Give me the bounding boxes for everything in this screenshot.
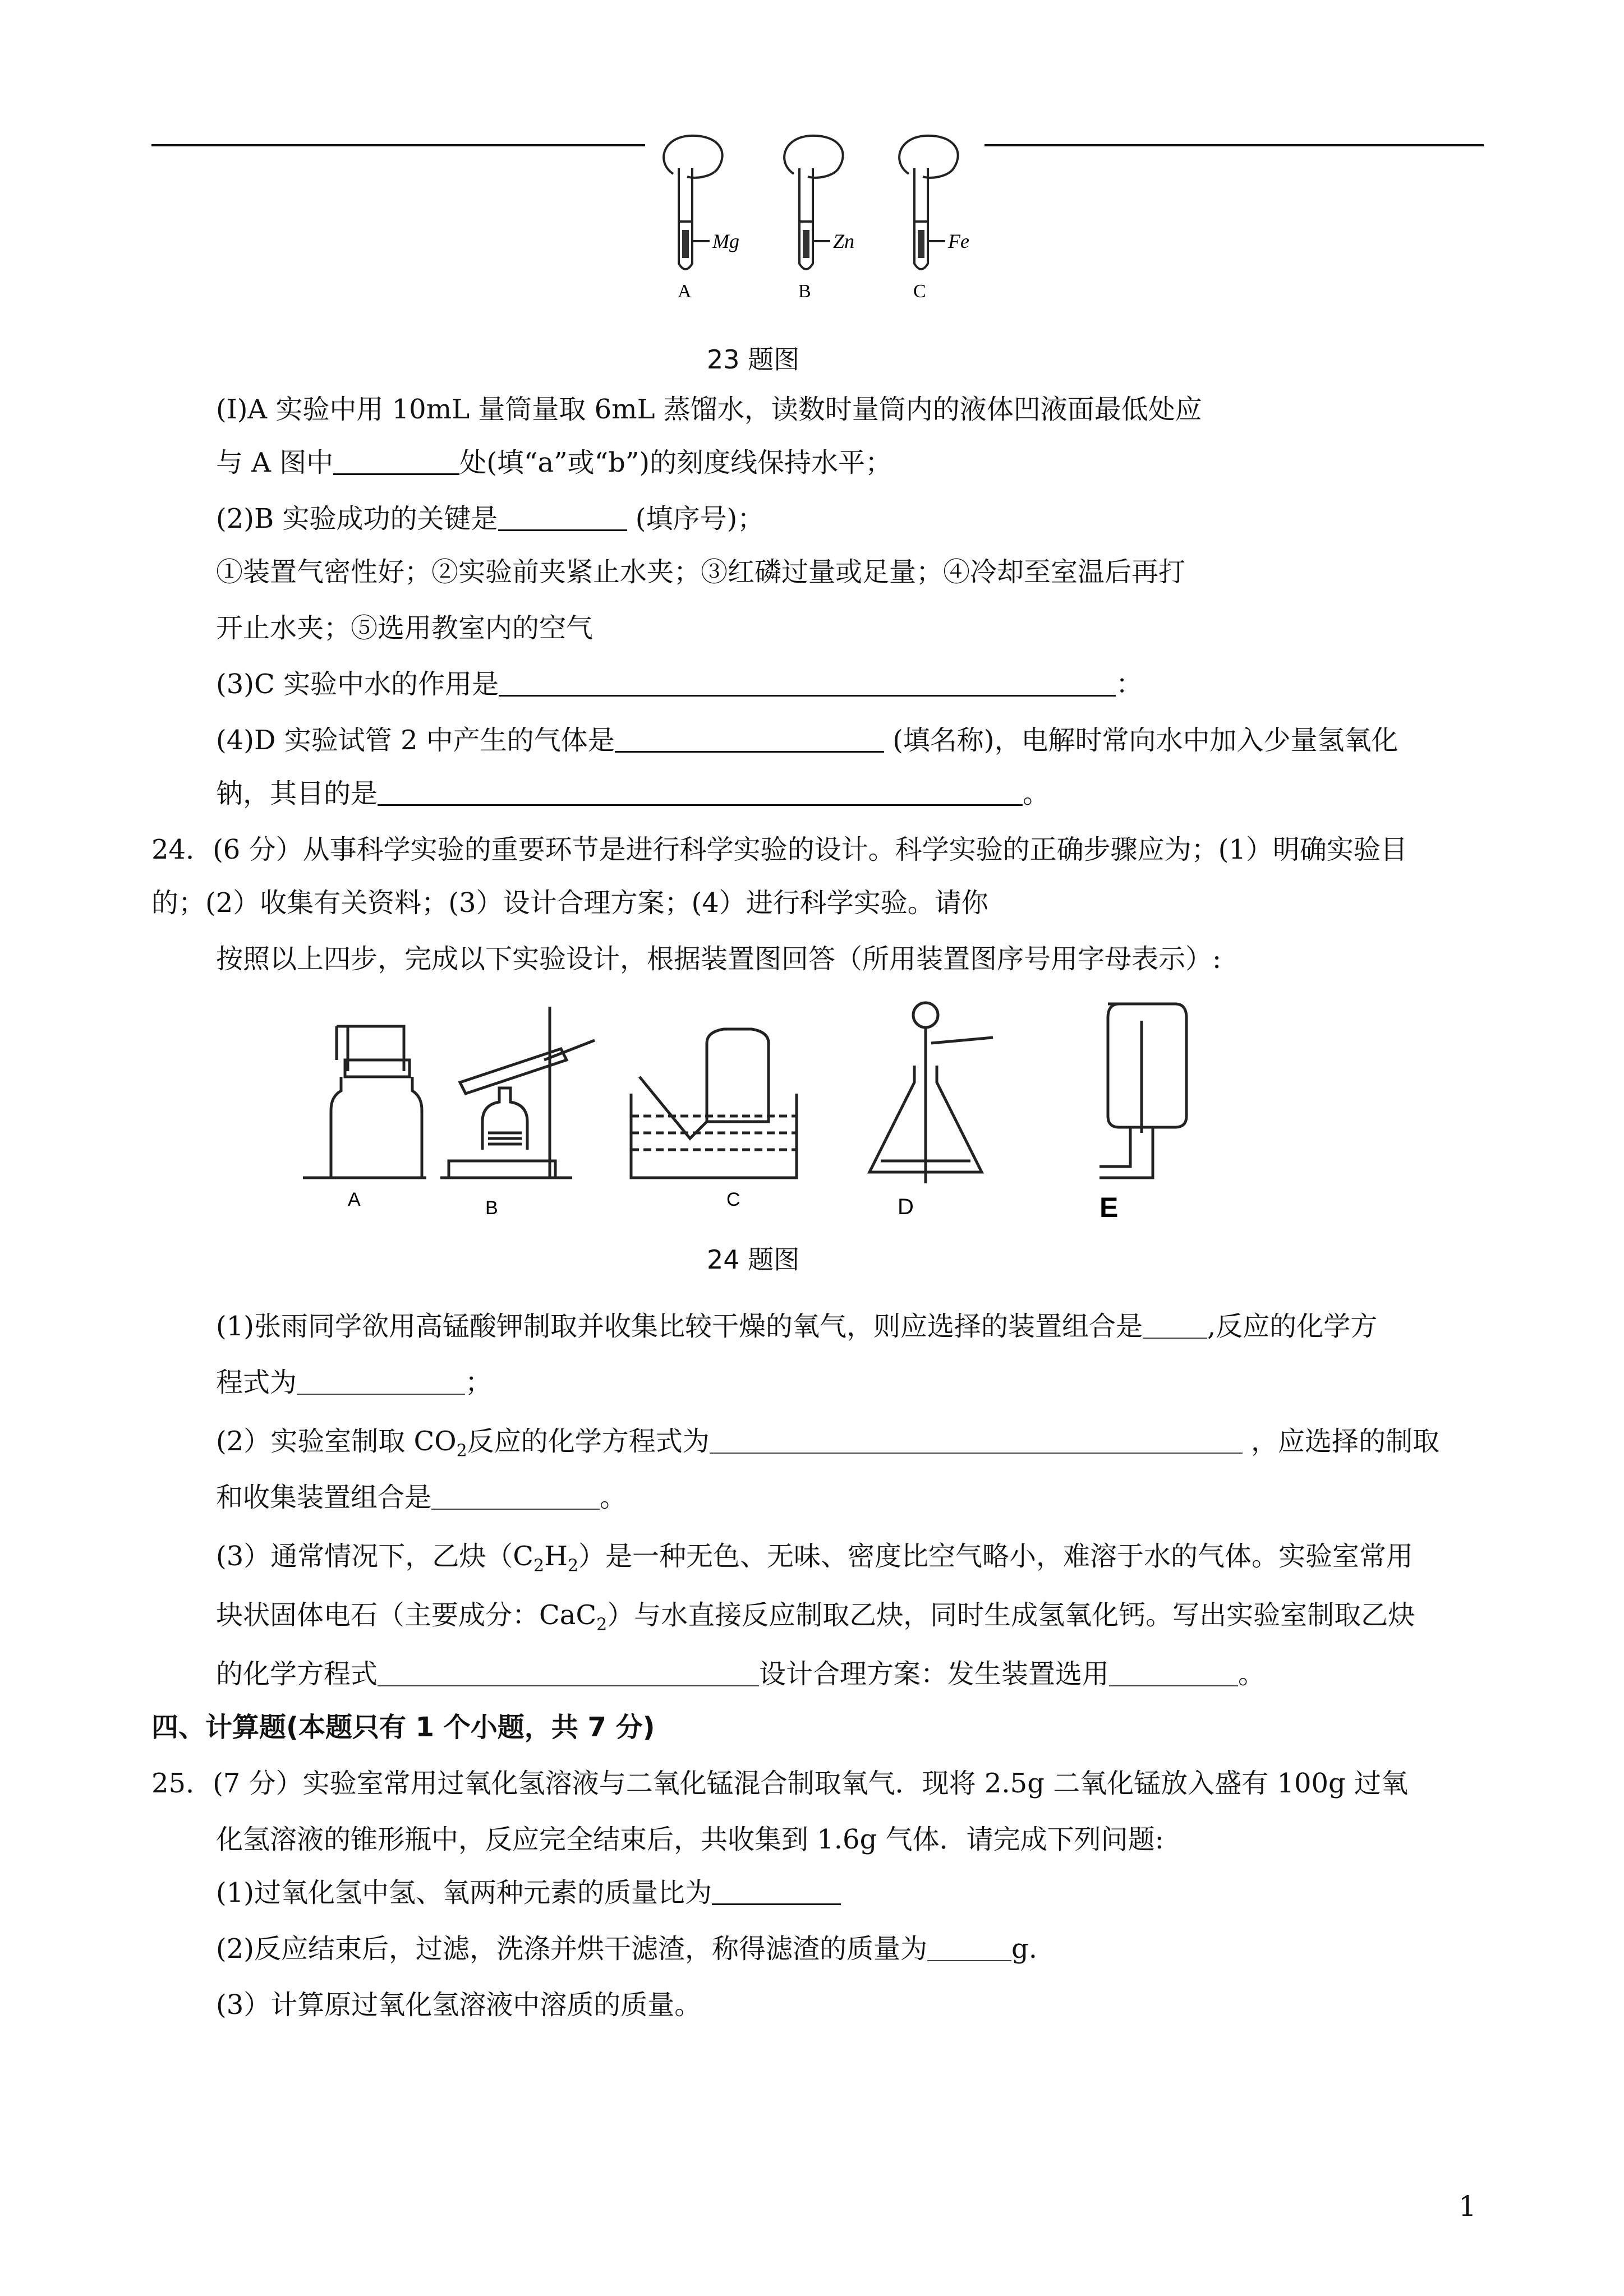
q24-p1b-pre: 程式为 bbox=[216, 1367, 297, 1398]
q24-p3b-pre: 块状固体电石（主要成分：CaC bbox=[216, 1599, 597, 1631]
subscript: 2 bbox=[533, 1556, 545, 1576]
subscript: 2 bbox=[596, 1615, 608, 1635]
fig24-label-e: E bbox=[1099, 1192, 1119, 1223]
q23-p2-opts1: ①装置气密性好；②实验前夹紧止水夹；③红磷过量或足量；④冷却至室温后再打 bbox=[216, 556, 1186, 588]
q24-p3a-h: H bbox=[544, 1541, 568, 1572]
q24-p1b bbox=[216, 1366, 492, 1399]
q24-p1b-post: ； bbox=[465, 1367, 493, 1398]
fig23-metal-zn: Zn bbox=[833, 230, 855, 252]
q24-p2a-mid: 反应的化学方程式为 bbox=[467, 1426, 710, 1457]
q23-p1b-pre: 与 A 图中 bbox=[216, 447, 334, 478]
q24-intro3: 按照以上四步，完成以下实验设计，根据装置图回答（所用装置图序号用字母表示）: bbox=[216, 943, 1222, 975]
q25-intro2: 化氢溶液的锥形瓶中，反应完全结束后，共收集到 1.6g 气体．请完成下列问题: bbox=[216, 1824, 1164, 1855]
q23-p2-post: (填序号)； bbox=[635, 503, 765, 534]
fig24-caption: 24 题图 bbox=[707, 1244, 800, 1275]
q24-p3c-mid: 设计合理方案：发生装置选用 bbox=[759, 1658, 1110, 1690]
apparatus-d bbox=[869, 1003, 993, 1183]
q24-p2b bbox=[216, 1481, 627, 1514]
q25-p3: (3）计算原过氧化氢溶液中溶质的质量。 bbox=[216, 1989, 702, 2021]
q25-p2-pre: (2)反应结束后，过滤，洗涤并烘干滤渣，称得滤渣的质量为 bbox=[216, 1933, 927, 1965]
answer-blank[interactable] bbox=[333, 449, 459, 475]
fig24-label-b: B bbox=[485, 1197, 498, 1219]
apparatus-b bbox=[440, 1007, 595, 1178]
q24-p2b-pre: 和收集装置组合是 bbox=[216, 1482, 432, 1513]
q25-intro1: 25．(7 分）实验室常用过氧化氢溶液与二氧化锰混合制取氧气．现将 2.5g 二氧化锰放入盛有 100g 过氧 bbox=[151, 1768, 1409, 1799]
q25-p1 bbox=[216, 1876, 841, 1910]
q24-p2a-pre: (2）实验室制取 CO bbox=[216, 1426, 457, 1457]
section-4-heading: 四、计算题(本题只有 1 个小题，共 7 分) bbox=[151, 1712, 655, 1743]
q24-p3b bbox=[216, 1598, 1415, 1642]
header-rule-left bbox=[151, 143, 645, 147]
q24-p3c-post: 。 bbox=[1238, 1658, 1266, 1690]
q25-p2-post: g. bbox=[1011, 1933, 1037, 1965]
fig23-label-a: A bbox=[678, 281, 692, 302]
answer-blank[interactable] bbox=[378, 1661, 759, 1686]
q24-p3b-post: ）与水直接反应制取乙炔，同时生成氢氧化钙。写出实验室制取乙炔 bbox=[607, 1599, 1415, 1631]
q24-p1a-post: ,反应的化学方 bbox=[1207, 1311, 1378, 1342]
q24-p2b-post: 。 bbox=[600, 1482, 627, 1513]
fig24-label-d: D bbox=[898, 1195, 914, 1219]
q23-p4b-pre: 钠，其目的是 bbox=[216, 778, 378, 809]
fig23-caption: 23 题图 bbox=[707, 344, 800, 375]
q24-p3c-pre: 的化学方程式 bbox=[216, 1658, 378, 1690]
q24-p3c bbox=[216, 1657, 1265, 1691]
fig23-metal-fe: Fe bbox=[948, 230, 969, 252]
q23-p4-pre: (4)D 实验试管 2 中产生的气体是 bbox=[216, 725, 615, 756]
q23-p3-pre: (3)C 实验中水的作用是 bbox=[216, 668, 499, 700]
q24-p3a-post: ）是一种无色、无味、密度比空气略小，难溶于水的气体。实验室常用 bbox=[578, 1541, 1414, 1572]
answer-blank[interactable] bbox=[1143, 1313, 1207, 1339]
fig24-label-a: A bbox=[348, 1189, 361, 1210]
answer-blank[interactable] bbox=[498, 505, 627, 531]
q23-p3-post: ： bbox=[1115, 668, 1143, 700]
answer-blank[interactable] bbox=[431, 1484, 600, 1510]
q24-p3a-pre: (3）通常情况下，乙炔（C bbox=[216, 1541, 533, 1572]
fig23-metal-mg: Mg bbox=[712, 230, 739, 252]
q24-intro2: 的；(2）收集有关资料；(3）设计合理方案；(4）进行科学实验。请你 bbox=[151, 887, 988, 919]
q23-p4 bbox=[216, 723, 1398, 757]
q24-p3a bbox=[216, 1539, 1413, 1583]
page-number: 1 bbox=[1459, 2190, 1476, 2223]
q24-p1a bbox=[216, 1310, 1377, 1343]
q23-p4b bbox=[216, 777, 1050, 810]
answer-blank[interactable] bbox=[297, 1369, 465, 1395]
q23-p2 bbox=[216, 502, 764, 536]
q23-p1b-post: 处(填“a”或“b”)的刻度线保持水平； bbox=[459, 447, 892, 478]
q23-p2-opts2: 开止水夹；⑤选用教室内的空气 bbox=[216, 612, 594, 644]
figure-23 bbox=[634, 129, 999, 314]
answer-blank[interactable] bbox=[710, 1428, 1243, 1454]
q25-p2 bbox=[216, 1932, 1037, 1966]
q23-p3 bbox=[216, 667, 1143, 701]
answer-blank[interactable] bbox=[927, 1935, 1011, 1961]
q23-p4-post: (填名称)，电解时常向水中加入少量氢氧化 bbox=[892, 725, 1398, 756]
figure-24 bbox=[303, 998, 1257, 1234]
q23-p1a: (I)A 实验中用 10mL 量筒量取 6mL 蒸馏水，读数时量筒内的液体凹液面最低处应 bbox=[216, 394, 1202, 425]
answer-blank[interactable] bbox=[378, 780, 1023, 806]
apparatus-c bbox=[631, 1029, 797, 1178]
fig24-label-c: C bbox=[726, 1189, 740, 1210]
answer-blank[interactable] bbox=[712, 1879, 841, 1905]
answer-blank[interactable] bbox=[1109, 1661, 1238, 1686]
subscript: 2 bbox=[456, 1441, 467, 1461]
q24-p2a bbox=[216, 1424, 1439, 1468]
q24-intro1: 24．(6 分）从事科学实验的重要环节是进行科学实验的设计。科学实验的正确步骤应为；(1）明确实验目 bbox=[151, 834, 1407, 865]
q23-p1b bbox=[216, 446, 892, 480]
answer-blank[interactable] bbox=[499, 670, 1116, 697]
apparatus-a bbox=[303, 1026, 426, 1178]
fig23-label-c: C bbox=[913, 281, 926, 302]
apparatus-e bbox=[1099, 1004, 1186, 1178]
q25-p1-pre: (1)过氧化氢中氢、氧两种元素的质量比为 bbox=[216, 1877, 712, 1908]
fig23-label-b: B bbox=[798, 281, 811, 302]
header-rule-right bbox=[984, 143, 1484, 147]
subscript: 2 bbox=[567, 1556, 579, 1576]
q24-p2a-post: ，应选择的制取 bbox=[1250, 1426, 1439, 1457]
q24-p1a-pre: (1)张雨同学欲用高锰酸钾制取并收集比较干燥的氧气，则应选择的装置组合是 bbox=[216, 1311, 1143, 1342]
q23-p4b-post: 。 bbox=[1023, 778, 1050, 809]
answer-blank[interactable] bbox=[615, 726, 884, 753]
q23-p2-pre: (2)B 实验成功的关键是 bbox=[216, 503, 498, 534]
